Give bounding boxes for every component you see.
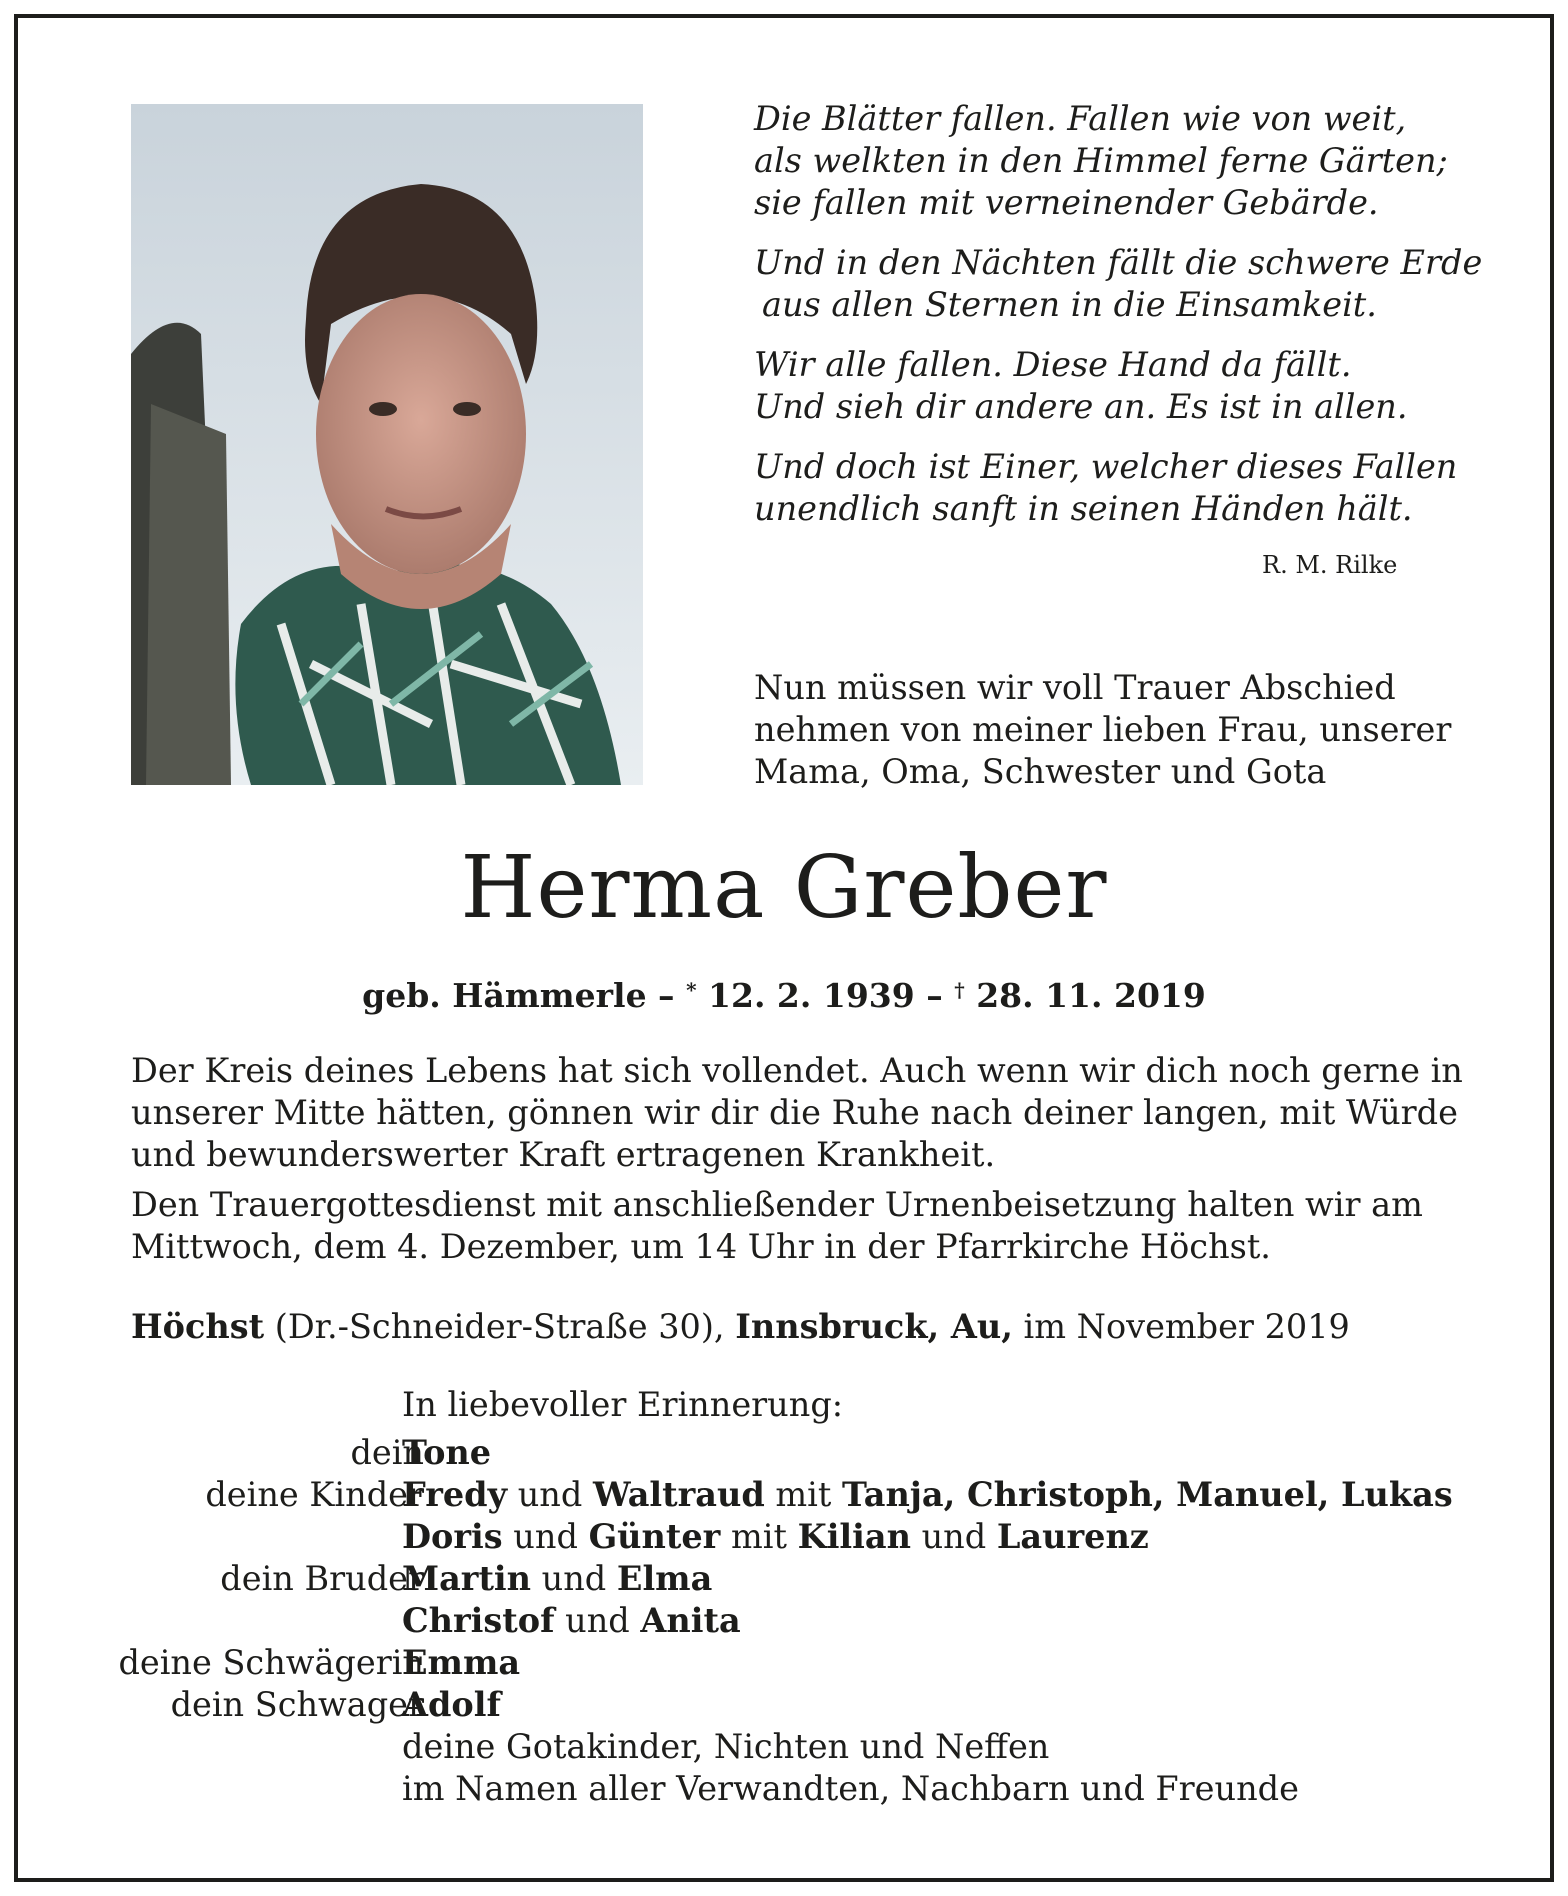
connector: und <box>565 1601 630 1640</box>
poem-line: Wir alle fallen. Diese Hand da fällt. <box>754 345 1352 384</box>
poem-line: Und doch ist Einer, welcher dieses Fallen <box>754 447 1458 486</box>
poem-line: aus allen Sternen in die Einsamkeit. <box>762 285 1377 324</box>
body-line: unserer Mitte hätten, gönnen wir dir die Ruhe nach deiner langen, mit Würde <box>131 1093 1458 1132</box>
poem-stanza <box>754 98 1454 224</box>
relation-label: dein <box>350 1433 424 1472</box>
birth-symbol: * <box>686 978 697 1002</box>
family-row <box>40 1600 1540 1642</box>
family-name: Günter <box>588 1517 721 1556</box>
poem-stanza <box>754 344 1454 428</box>
poem-stanza <box>754 446 1458 530</box>
connector: und <box>921 1517 987 1556</box>
family-name: Kilian <box>797 1517 911 1556</box>
poem-line: Und sieh dir andere an. Es ist in allen. <box>754 387 1408 426</box>
poem-stanza <box>754 242 1483 326</box>
family-name: Fredy <box>402 1475 508 1514</box>
relation-names <box>402 1642 520 1684</box>
intro-line: nehmen von meiner lieben Frau, unserer <box>754 710 1452 749</box>
remembrance-heading: In liebevoller Erinnerung: <box>402 1385 844 1424</box>
poem-line: als welkten in den Himmel ferne Gärten; <box>754 141 1448 180</box>
family-row <box>40 1474 1540 1516</box>
family-name: Martin <box>402 1559 531 1598</box>
obituary-body <box>131 1050 1463 1276</box>
relation-names <box>402 1516 1149 1558</box>
family-list <box>40 1432 1540 1810</box>
relation-names <box>402 1558 712 1600</box>
poem <box>754 98 1483 548</box>
death-symbol: † <box>954 978 965 1002</box>
family-name: Waltraud <box>592 1475 765 1514</box>
relation-label: deine Schwägerin <box>118 1643 424 1682</box>
poem-line: Und in den Nächten fällt die schwere Erde <box>754 243 1483 282</box>
place-city: Höchst <box>131 1307 265 1346</box>
relation-names <box>402 1474 1453 1516</box>
family-name: Tone <box>402 1433 492 1472</box>
poem-line: Die Blätter fallen. Fallen wie von weit, <box>754 99 1407 138</box>
birth-date: 12. 2. 1939 – <box>708 976 943 1015</box>
connector: mit <box>775 1475 832 1514</box>
birth-name: geb. Hämmerle – <box>362 976 675 1015</box>
death-date: 28. 11. 2019 <box>976 976 1206 1015</box>
body-line: Den Trauergottesdienst mit anschließender Urnenbeisetzung halten wir am <box>131 1185 1423 1224</box>
intro-line: Nun müssen wir voll Trauer Abschied <box>754 668 1396 707</box>
family-name: Adolf <box>402 1685 501 1724</box>
place-address: (Dr.-Schneider-Straße 30), <box>274 1307 725 1346</box>
family-row <box>40 1642 1540 1684</box>
connector: mit <box>730 1517 787 1556</box>
relation-names: im Namen aller Verwandten, Nachbarn und Freunde <box>402 1769 1299 1808</box>
connector: und <box>541 1559 607 1598</box>
body-line: Mittwoch, dem 4. Dezember, um 14 Uhr in der Pfarrkirche Höchst. <box>131 1227 1271 1266</box>
family-name: Anita <box>640 1601 741 1640</box>
family-row <box>40 1558 1540 1600</box>
family-name: Christof <box>402 1601 555 1640</box>
family-row <box>40 1432 1540 1474</box>
poem-author: R. M. Rilke <box>1262 551 1398 579</box>
relation-names: deine Gotakinder, Nichten und Neffen <box>402 1727 1050 1766</box>
intro-text <box>754 667 1474 793</box>
body-line: und bewunderswerter Kraft ertragenen Krankheit. <box>131 1135 996 1174</box>
place-date: im November 2019 <box>1023 1307 1350 1346</box>
family-name: Laurenz <box>996 1517 1149 1556</box>
connector: und <box>517 1475 583 1514</box>
connector: und <box>513 1517 578 1556</box>
portrait-photo <box>131 104 643 785</box>
relation-label: deine Kinder <box>205 1475 424 1514</box>
poem-line: unendlich sanft in seinen Händen hält. <box>754 489 1413 528</box>
family-name: Tanja, Christoph, Manuel, Lukas <box>842 1475 1453 1514</box>
place-and-date <box>131 1306 1350 1348</box>
body-paragraph <box>131 1050 1463 1176</box>
relation-names <box>402 1684 501 1726</box>
relation-label: dein Schwager <box>170 1685 424 1724</box>
life-dates <box>0 970 1568 1016</box>
poem-line: sie fallen mit verneinender Gebärde. <box>754 183 1379 222</box>
relation-names <box>402 1432 491 1474</box>
deceased-name: Herma Greber <box>460 838 1108 938</box>
family-row <box>40 1768 1540 1810</box>
family-name: Elma <box>616 1559 713 1598</box>
family-row <box>40 1684 1540 1726</box>
family-name: Emma <box>402 1643 521 1682</box>
body-line: Der Kreis deines Lebens hat sich vollendet. Auch wenn wir dich noch gerne in <box>131 1051 1463 1090</box>
relation-label: dein Bruder <box>220 1559 424 1598</box>
place-others: Innsbruck, Au, <box>735 1307 1013 1346</box>
family-name: Doris <box>402 1517 503 1556</box>
family-row <box>40 1516 1540 1558</box>
family-row <box>40 1726 1540 1768</box>
intro-line: Mama, Oma, Schwester und Gota <box>754 752 1327 791</box>
relation-names <box>402 1600 741 1642</box>
body-paragraph <box>131 1184 1451 1268</box>
